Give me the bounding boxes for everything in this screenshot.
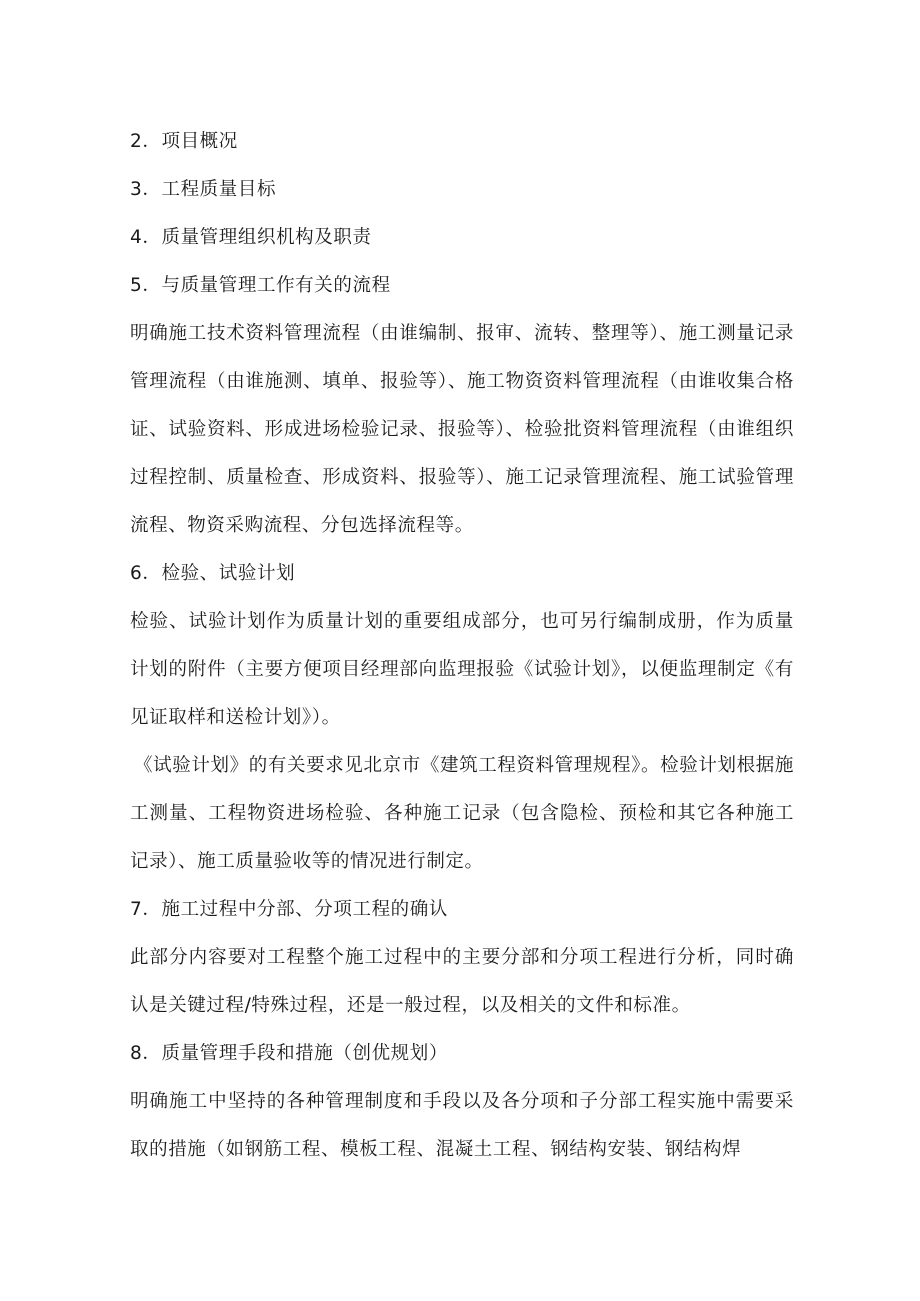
- paragraph-test-plan-requirements: 《试验计划》的有关要求见北京市《建筑工程资料管理规程》。检验计划根据施工测量、工程物资进场检验、各种施工记录（包含隐检、预检和其它各种施工记录）、施工质量验收等的情况进行制定。: [130, 755, 794, 872]
- section-heading-process-confirmation: 7．施工过程中分部、分项工程的确认: [130, 899, 448, 920]
- section-heading-project-overview: 2．项目概况: [130, 131, 238, 152]
- section-heading-quality-target: 3．工程质量目标: [130, 179, 277, 200]
- paragraph-workflows: 明确施工技术资料管理流程（由谁编制、报审、流转、整理等）、施工测量记录管理流程（由谁施测、填单、报验等）、施工物资资料管理流程（由谁收集合格证、试验资料、形成进场检验记录、报验等）、检验批资料管理流程（由谁组织过程控制、质量检查、形成资料、报验等）、施工记录管理流程、施工试验管理流程、物资采购流程、分包选择流程等。: [130, 323, 794, 536]
- document-body: [130, 118, 794, 1174]
- section-heading-organization: 4．质量管理组织机构及职责: [130, 227, 372, 248]
- section-heading-workflows: 5．与质量管理工作有关的流程: [130, 275, 391, 296]
- section-heading-quality-measures: 8．质量管理手段和措施（创优规划）: [130, 1043, 448, 1064]
- paragraph-process-confirmation: 此部分内容要对工程整个施工过程中的主要分部和分项工程进行分析，同时确认是关键过程/特殊过程，还是一般过程，以及相关的文件和标准。: [130, 947, 794, 1016]
- paragraph-inspection-plan: 检验、试验计划作为质量计划的重要组成部分，也可另行编制成册，作为质量计划的附件（主要方便项目经理部向监理报验《试验计划》，以便监理制定《有见证取样和送检计划》）。: [130, 611, 794, 728]
- paragraph-quality-measures: 明确施工中坚持的各种管理制度和手段以及各分项和子分部工程实施中需要采取的措施（如钢筋工程、模板工程、混凝土工程、钢结构安装、钢结构焊: [130, 1091, 794, 1160]
- section-heading-inspection-plan: 6．检验、试验计划: [130, 563, 296, 584]
